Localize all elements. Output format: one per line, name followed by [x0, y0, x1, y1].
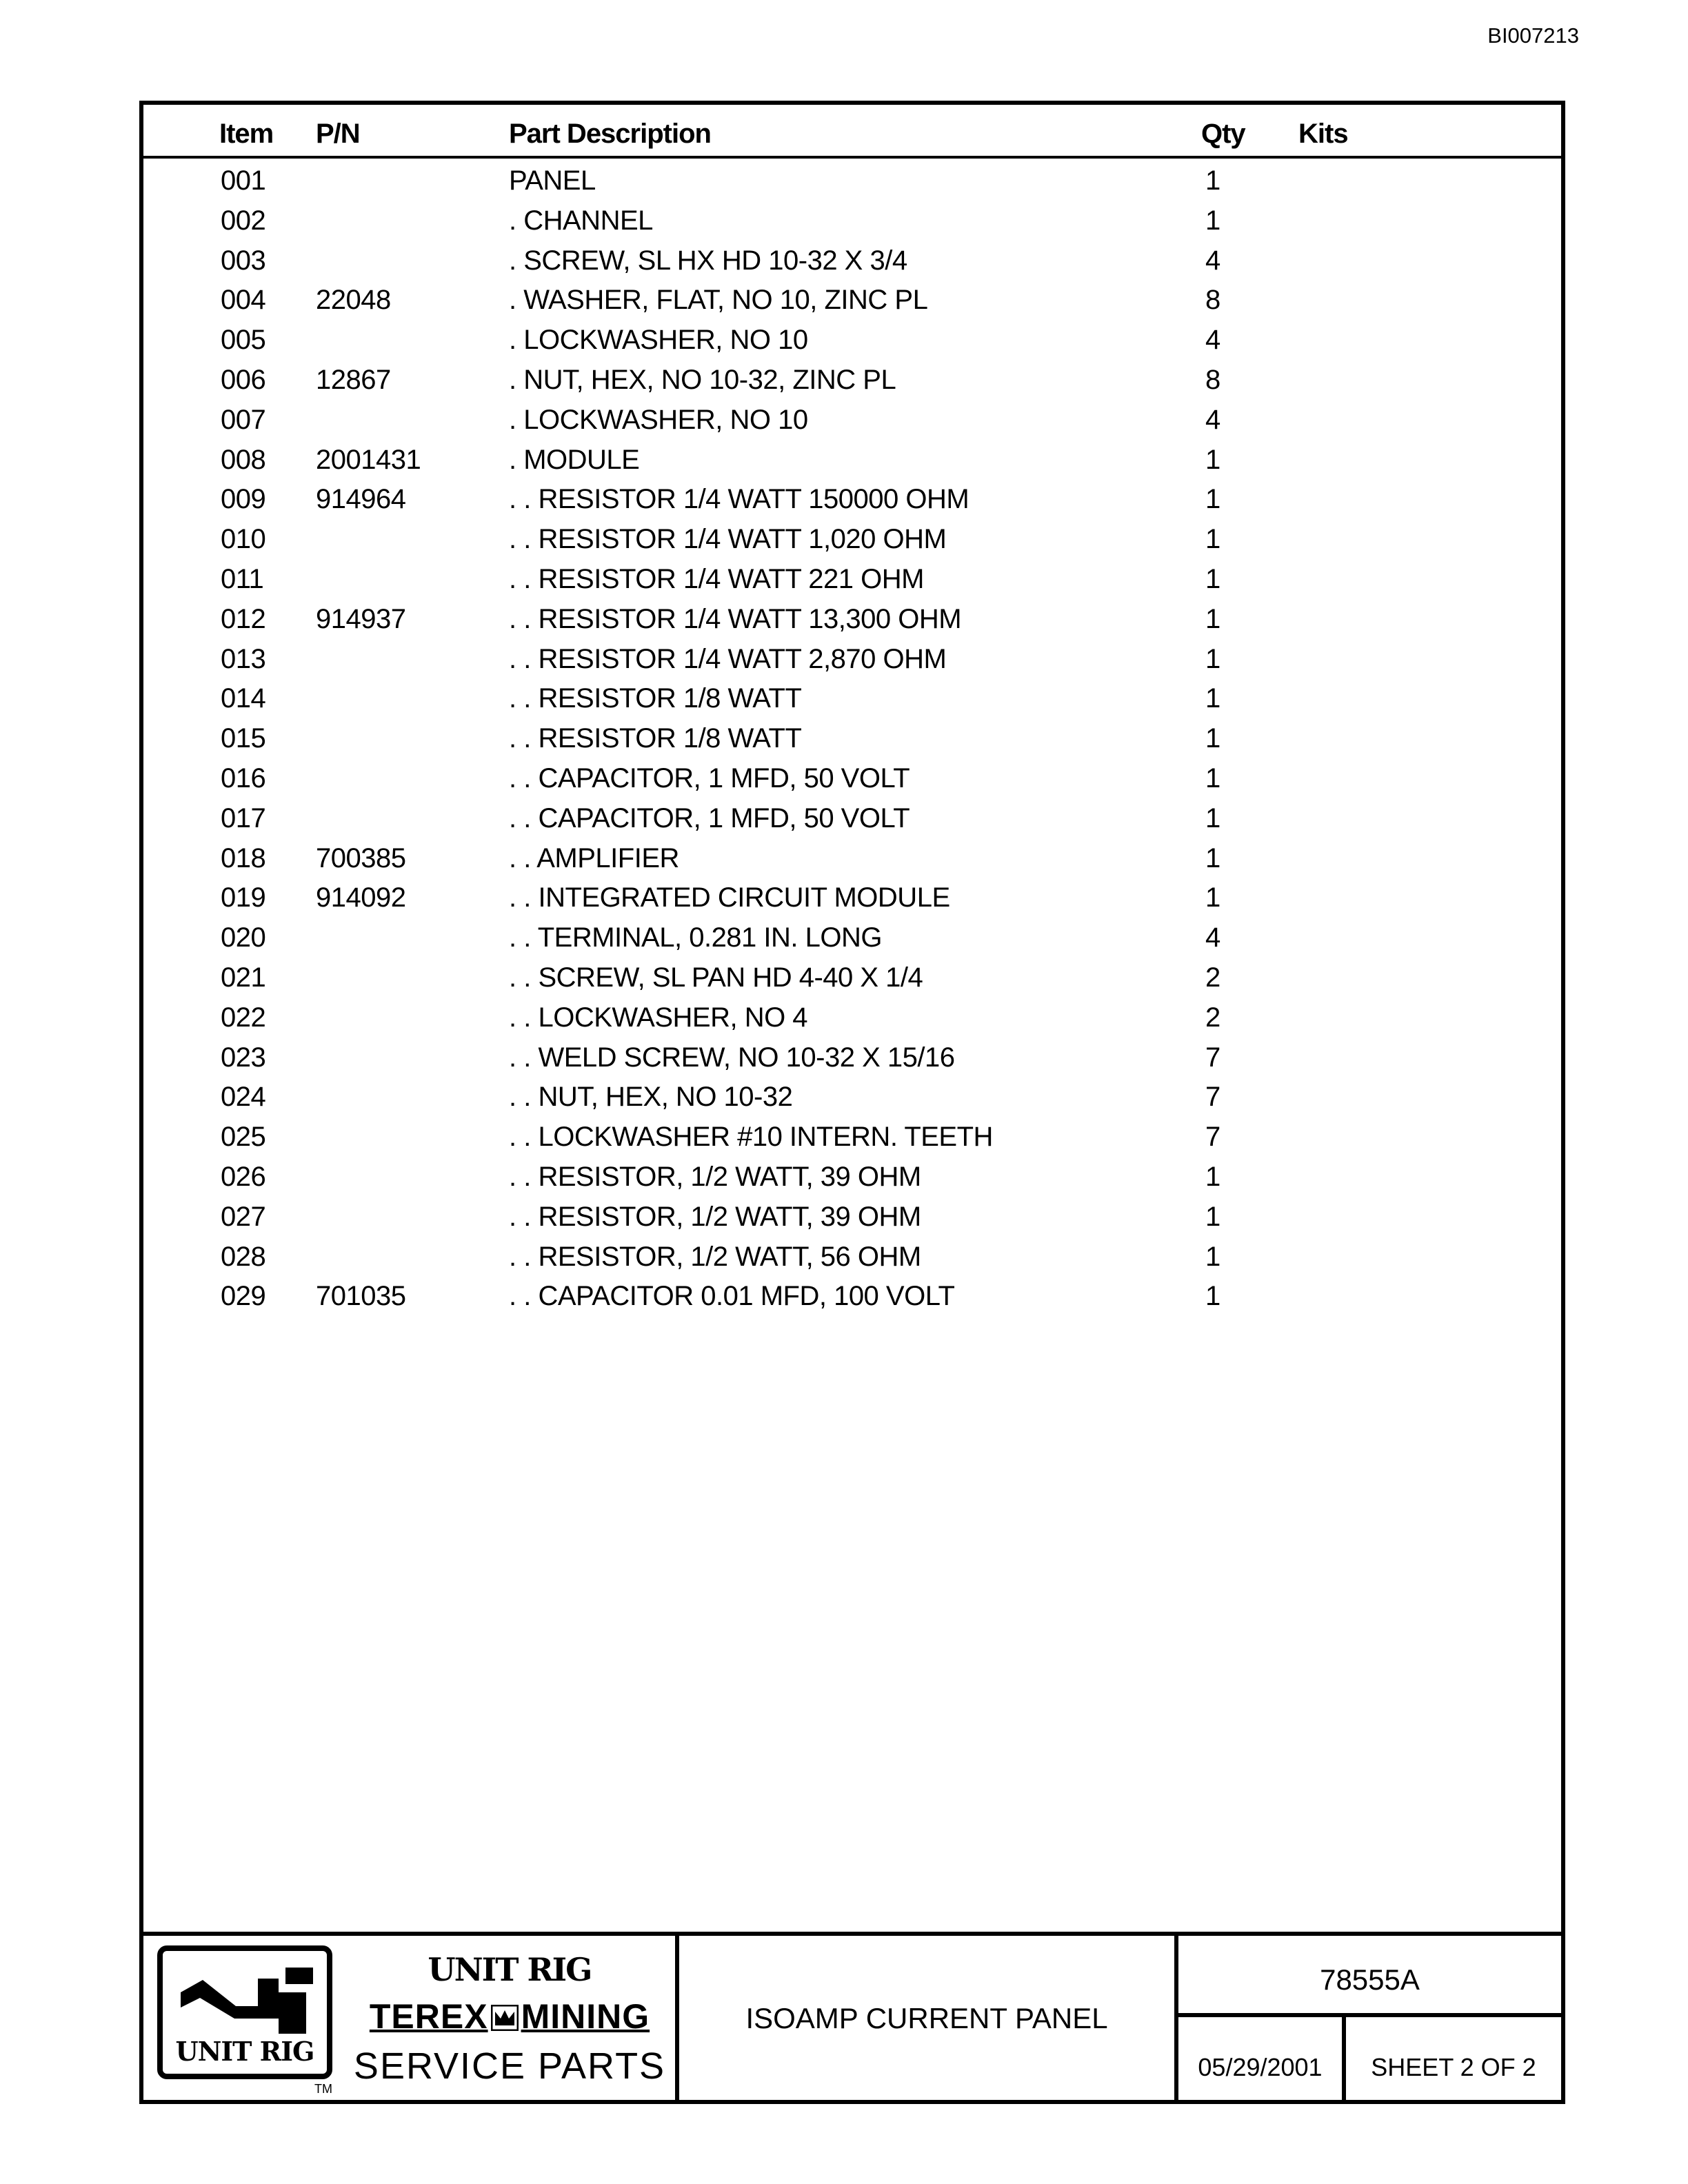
row-item: 017: [221, 802, 266, 833]
drawing-number: 78555A: [1320, 1963, 1420, 1996]
row-description: . . RESISTOR 1/4 WATT 2,870 OHM: [509, 643, 947, 674]
row-description: . . RESISTOR 1/4 WATT 150000 OHM: [509, 484, 969, 515]
row-description: . . RESISTOR, 1/2 WATT, 39 OHM: [509, 1201, 921, 1232]
table-row: [143, 556, 1561, 596]
row-qty: 1: [1205, 842, 1220, 873]
table-row: [143, 356, 1561, 396]
terex-text: TEREX: [369, 1997, 488, 2036]
mining-text: MINING: [521, 1997, 650, 2036]
terex-crown-icon: [491, 1999, 519, 2039]
row-description: . . RESISTOR 1/4 WATT 1,020 OHM: [509, 524, 947, 555]
row-description: . . AMPLIFIER: [509, 842, 679, 873]
row-description: . . RESISTOR 1/4 WATT 221 OHM: [509, 563, 924, 594]
row-item: 004: [221, 285, 266, 316]
row-qty: 1: [1205, 563, 1220, 594]
table-row: [143, 436, 1561, 476]
row-item: 019: [221, 882, 266, 913]
row-item: 001: [221, 165, 266, 196]
row-item: 023: [221, 1042, 266, 1073]
row-description: . . NUT, HEX, NO 10-32: [509, 1082, 793, 1113]
row-pn: 914937: [316, 603, 406, 634]
header-pn: P/N: [316, 119, 360, 149]
table-row: [143, 835, 1561, 875]
row-item: 014: [221, 683, 266, 714]
table-row: [143, 1153, 1561, 1193]
unit-rig-logo-icon: [157, 1945, 332, 2079]
row-pn: 914092: [316, 882, 406, 913]
row-qty: 1: [1205, 165, 1220, 196]
sheet-number: SHEET 2 OF 2: [1371, 2053, 1536, 2081]
table-row: [143, 516, 1561, 556]
row-qty: 7: [1205, 1122, 1220, 1153]
row-description: PANEL: [509, 165, 596, 196]
row-description: . SCREW, SL HX HD 10-32 X 3/4: [509, 245, 907, 276]
table-row: [143, 1273, 1561, 1313]
table-row: [143, 914, 1561, 954]
number-cell: [1178, 1936, 1561, 2017]
row-qty: 1: [1205, 484, 1220, 515]
document-id: BI007213: [1487, 23, 1579, 48]
row-item: 011: [221, 563, 264, 594]
info-cell: [1178, 1936, 1561, 2100]
row-qty: 4: [1205, 922, 1220, 953]
table-row: [143, 1193, 1561, 1233]
table-row: [143, 396, 1561, 436]
row-qty: 1: [1205, 762, 1220, 793]
parts-list-frame: [139, 101, 1565, 2104]
table-body: [143, 157, 1561, 1313]
row-item: 027: [221, 1201, 266, 1232]
logo-text: UNIT RIG: [175, 2036, 314, 2067]
table-row: [143, 276, 1561, 316]
table-row: [143, 1233, 1561, 1273]
row-qty: 1: [1205, 723, 1220, 754]
row-item: 002: [221, 205, 266, 236]
row-qty: 1: [1205, 802, 1220, 833]
title-cell: [679, 1936, 1178, 2100]
table-row: [143, 476, 1561, 516]
terex-mining: [348, 1996, 672, 2039]
logo-cell: [143, 1936, 679, 2100]
row-qty: 1: [1205, 603, 1220, 634]
table-row: [143, 636, 1561, 676]
row-pn: 914964: [316, 484, 406, 515]
row-qty: 1: [1205, 1201, 1220, 1232]
row-qty: 4: [1205, 325, 1220, 356]
row-description: . LOCKWASHER, NO 10: [509, 404, 808, 435]
row-description: . . CAPACITOR, 1 MFD, 50 VOLT: [509, 802, 910, 833]
row-item: 013: [221, 643, 266, 674]
row-item: 003: [221, 245, 266, 276]
row-qty: 1: [1205, 882, 1220, 913]
row-qty: 2: [1205, 1002, 1220, 1033]
row-description: . . RESISTOR 1/8 WATT: [509, 683, 802, 714]
drawing-date: 05/29/2001: [1198, 2053, 1323, 2081]
sheet-cell: [1346, 2017, 1561, 2100]
row-description: . MODULE: [509, 444, 640, 475]
drawing-title: ISOAMP CURRENT PANEL: [745, 2002, 1108, 2034]
row-item: 009: [221, 484, 266, 515]
row-qty: 1: [1205, 1161, 1220, 1192]
row-item: 007: [221, 404, 266, 435]
row-item: 028: [221, 1241, 266, 1272]
row-pn: 12867: [316, 364, 391, 395]
row-description: . . CAPACITOR 0.01 MFD, 100 VOLT: [509, 1281, 955, 1312]
row-qty: 4: [1205, 404, 1220, 435]
row-description: . LOCKWASHER, NO 10: [509, 325, 808, 356]
row-qty: 1: [1205, 683, 1220, 714]
table-row: [143, 755, 1561, 795]
row-item: 016: [221, 762, 266, 793]
service-parts: SERVICE PARTS: [353, 2045, 666, 2087]
row-qty: 1: [1205, 444, 1220, 475]
header-kits: Kits: [1298, 119, 1348, 149]
table-row: [143, 994, 1561, 1034]
row-description: . CHANNEL: [509, 205, 653, 236]
table-row: [143, 675, 1561, 715]
row-item: 006: [221, 364, 266, 395]
row-qty: 8: [1205, 364, 1220, 395]
row-qty: 2: [1205, 962, 1220, 993]
brand-name: UNIT RIG: [428, 1951, 592, 1988]
row-qty: 1: [1205, 643, 1220, 674]
row-item: 020: [221, 922, 266, 953]
row-item: 021: [221, 962, 266, 993]
table-row: [143, 596, 1561, 636]
header-qty: Qty: [1201, 119, 1245, 149]
row-item: 025: [221, 1122, 266, 1153]
row-description: . NUT, HEX, NO 10-32, ZINC PL: [509, 364, 896, 395]
row-qty: 8: [1205, 285, 1220, 316]
row-qty: 7: [1205, 1082, 1220, 1113]
row-description: . . RESISTOR 1/4 WATT 13,300 OHM: [509, 603, 962, 634]
table-row: [143, 954, 1561, 994]
table-row: [143, 237, 1561, 277]
row-description: . . LOCKWASHER, NO 4: [509, 1002, 808, 1033]
table-row: [143, 316, 1561, 356]
row-item: 024: [221, 1082, 266, 1113]
title-block: [143, 1932, 1561, 2100]
row-description: . . INTEGRATED CIRCUIT MODULE: [509, 882, 950, 913]
table-row: [143, 874, 1561, 914]
row-qty: 7: [1205, 1042, 1220, 1073]
table-row: [143, 1034, 1561, 1074]
row-pn: 2001431: [316, 444, 421, 475]
row-qty: 1: [1205, 1241, 1220, 1272]
row-qty: 1: [1205, 1281, 1220, 1312]
row-pn: 22048: [316, 285, 391, 316]
row-description: . . RESISTOR, 1/2 WATT, 56 OHM: [509, 1241, 921, 1272]
table-row: [143, 157, 1561, 197]
row-item: 022: [221, 1002, 266, 1033]
row-pn: 700385: [316, 842, 406, 873]
row-pn: 701035: [316, 1281, 406, 1312]
date-cell: [1178, 2017, 1346, 2100]
row-item: 029: [221, 1281, 266, 1312]
table-row: [143, 715, 1561, 755]
trademark: TM: [314, 2082, 332, 2096]
table-row: [143, 1113, 1561, 1153]
row-item: 008: [221, 444, 266, 475]
row-qty: 1: [1205, 524, 1220, 555]
row-item: 005: [221, 325, 266, 356]
row-description: . . RESISTOR, 1/2 WATT, 39 OHM: [509, 1161, 921, 1192]
row-description: . . CAPACITOR, 1 MFD, 50 VOLT: [509, 762, 910, 793]
table-row: [143, 197, 1561, 237]
table-header: [143, 105, 1561, 159]
table-row: [143, 1073, 1561, 1113]
row-qty: 1: [1205, 205, 1220, 236]
row-qty: 4: [1205, 245, 1220, 276]
row-item: 018: [221, 842, 266, 873]
table-row: [143, 795, 1561, 835]
row-item: 010: [221, 524, 266, 555]
row-description: . . WELD SCREW, NO 10-32 X 15/16: [509, 1042, 955, 1073]
row-item: 015: [221, 723, 266, 754]
header-description: Part Description: [509, 119, 711, 149]
row-description: . WASHER, FLAT, NO 10, ZINC PL: [509, 285, 928, 316]
header-item: Item: [219, 119, 274, 149]
row-item: 012: [221, 603, 266, 634]
row-description: . . TERMINAL, 0.281 IN. LONG: [509, 922, 882, 953]
row-description: . . LOCKWASHER #10 INTERN. TEETH: [509, 1122, 993, 1153]
row-description: . . SCREW, SL PAN HD 4-40 X 1/4: [509, 962, 923, 993]
row-item: 026: [221, 1161, 266, 1192]
row-description: . . RESISTOR 1/8 WATT: [509, 723, 802, 754]
